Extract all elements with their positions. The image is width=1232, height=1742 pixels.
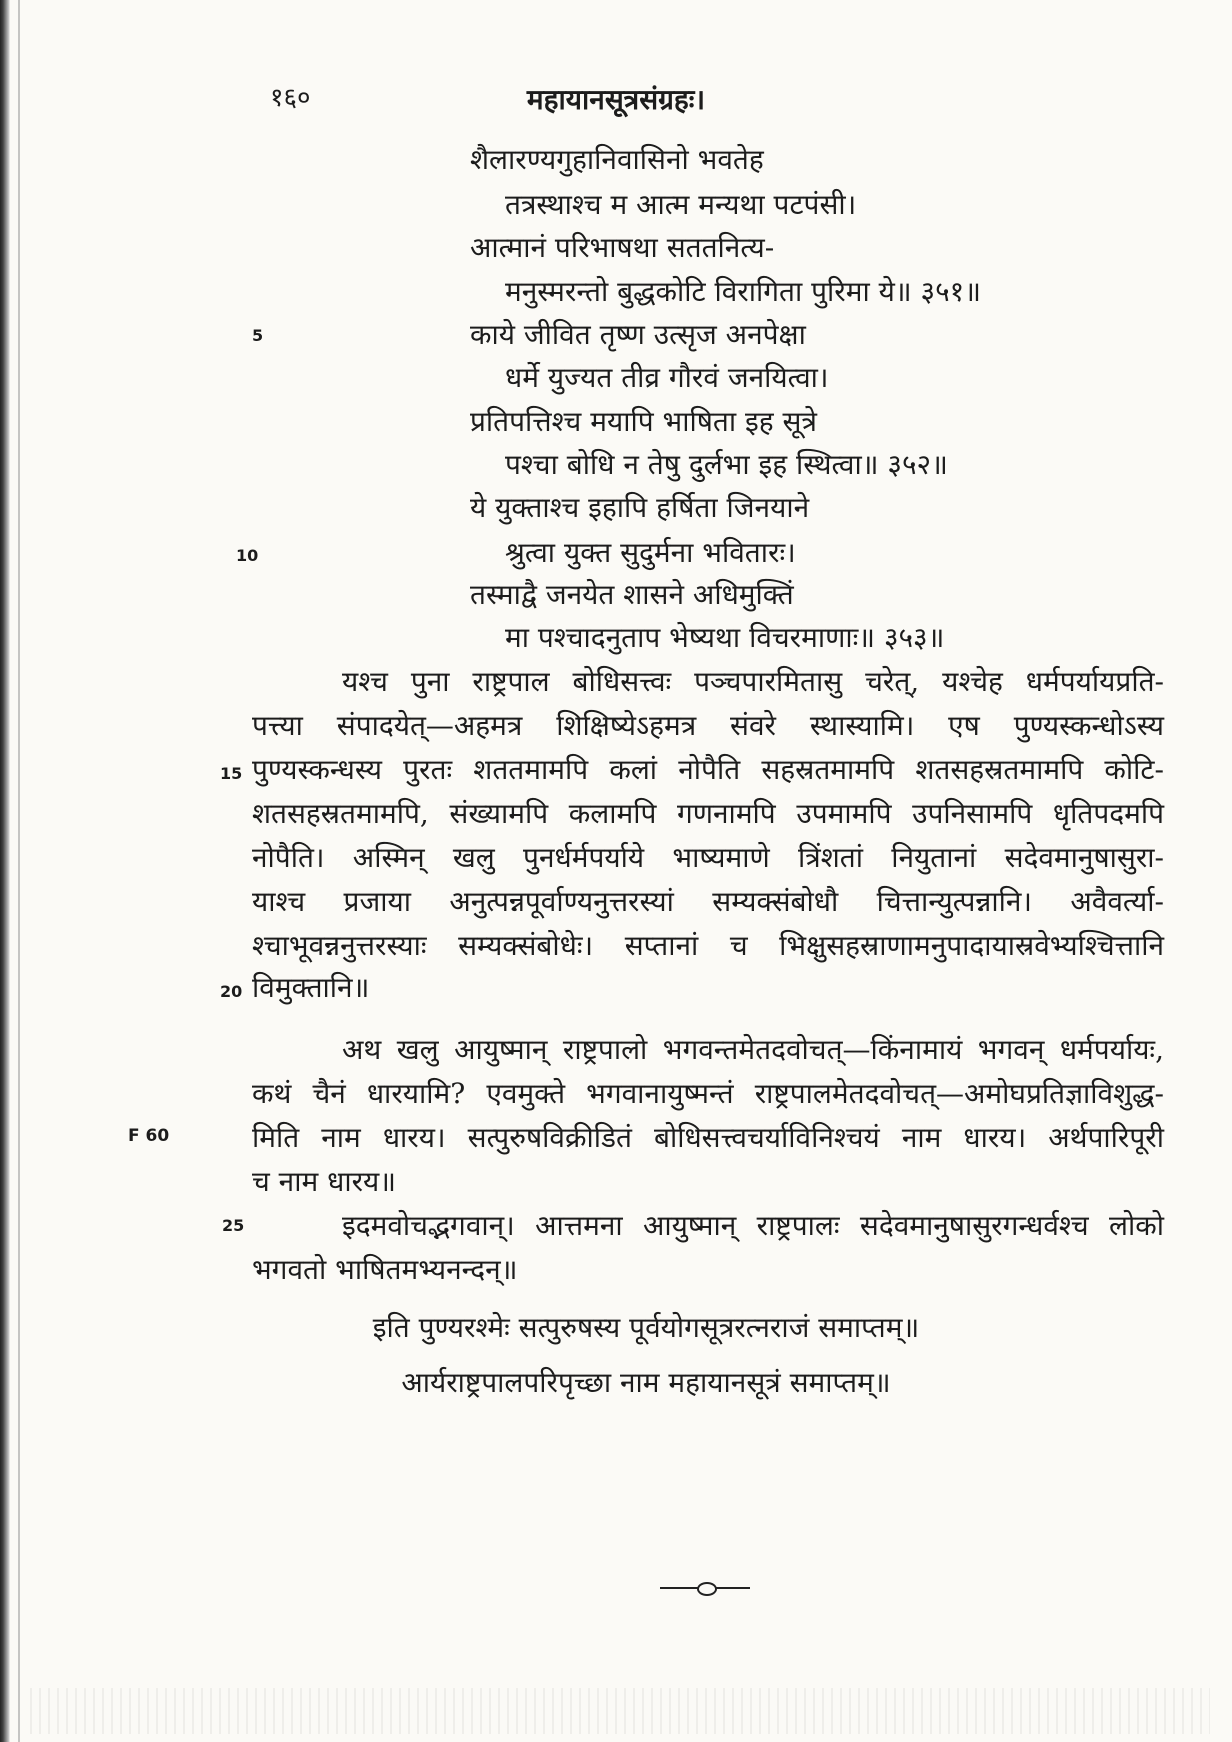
running-title: महायानसूत्रसंग्रहः। [526,83,706,116]
prose-line: पत्त्या संपादयेत्—अहमत्र शिक्षिष्येऽहमत्र संवरे स्थास्यामि। एष पुण्यस्कन्धोऽस्य [252,709,1164,742]
verse-line: धर्मे युज्यत तीव्र गौरवं जनयित्वा। [505,361,829,394]
verse-line: आत्मानं परिभाषथा सततनित्य- [470,231,775,264]
verse-line: तत्रस्थाश्च म आत्म मन्यथा पटपंसी। [505,188,857,221]
prose-line: इदमवोचद्भगवान्। आत्तमना आयुष्मान् राष्ट्रपालः सदेवमानुषासुरगन्धर्वश्च लोको [342,1209,1164,1242]
scan-noise [30,1688,1210,1734]
prose-line: नोपैति। अस्मिन् खलु पुनर्धर्मपर्याये भाष्यमाणे त्रिंशतां नियुतानां सदेवमानुषासुरा- [252,841,1164,874]
prose-line: श्चाभूवन्ननुत्तरस्याः सम्यक्संबोधेः। सप्तानां च भिक्षुसहस्राणामनुपादायास्रवेभ्यश्चित्तानि [252,929,1164,962]
verse-line: काये जीवित तृष्ण उत्सृज अनपेक्षा [470,318,806,351]
prose-line: भगवतो भाषितमभ्यनन्दन्॥ [252,1253,518,1286]
prose-line: कथं चैनं धारयामि? एवमुक्ते भगवानायुष्मन्तं राष्ट्रपालमेतदवोचत्—अमोघप्रतिज्ञाविशुद्ध- [252,1077,1164,1110]
verse-line: मनुस्मरन्तो बुद्धकोटि विरागिता पुरिमा ये॥ ३५१॥ [505,275,982,308]
prose-line: शतसहस्रतमामपि, संख्यामपि कलामपि गणनामपि उपमामपि उपनिसामपि धृतिपदमपि [252,797,1164,830]
folio-marker: F 60 [128,1126,170,1146]
verse-line: श्रुत्वा युक्त सुदुर्मना भवितारः। [505,536,796,569]
scan-edge-line [18,0,20,1742]
prose-line: मिति नाम धारय। सत्पुरुषविक्रीडितं बोधिसत्त्वचर्याविनिश्चयं नाम धारय। अर्थपारिपूरी [252,1121,1164,1154]
line-number-20: 20 [220,982,243,1001]
verse-line: शैलारण्यगुहानिवासिनो भवतेह [470,143,764,176]
prose-line: यश्च पुना राष्ट्रपाल बोधिसत्त्वः पञ्चपारमितासु चरेत्, यश्चेह धर्मपर्यायप्रति- [342,665,1164,698]
line-number-10: 10 [236,546,259,565]
prose-line: अथ खलु आयुष्मान् राष्ट्रपालो भगवन्तमेतदवोचत्—किंनामायं भगवन् धर्मपर्यायः, [342,1033,1164,1066]
prose-line: याश्च प्रजाया अनुत्पन्नपूर्वाण्यनुत्तरस्यां सम्यक्संबोधौ चित्तान्युत्पन्नानि। अवैवर्त्या- [252,885,1164,918]
line-number-15: 15 [220,764,243,783]
prose-line: च नाम धारय॥ [252,1165,397,1198]
prose-line: पुण्यस्कन्धस्य पुरतः शततमामपि कलां नोपैति सहस्रतमामपि शतसहस्रतमामपि कोटि- [252,753,1164,786]
page-number: १६० [270,83,311,113]
colophon-line: इति पुण्यरश्मेः सत्पुरुषस्य पूर्वयोगसूत्ररत्नराजं समाप्तम्॥ [372,1311,920,1344]
verse-line: तस्माद्वै जनयेत शासने अधिमुक्तिं [470,578,794,611]
prose-line: विमुक्तानि॥ [252,971,370,1004]
line-number-5: 5 [252,326,264,345]
colophon-line: आर्यराष्ट्रपालपरिपृच्छा नाम महायानसूत्रं समाप्तम्॥ [401,1366,891,1399]
verse-line: पश्चा बोधि न तेषु दुर्लभा इह स्थित्वा॥ ३५२॥ [505,448,948,481]
line-number-25: 25 [222,1216,245,1235]
rule-ornament [697,1582,717,1596]
verse-line: मा पश्चादनुताप भेष्यथा विचरमाणाः॥ ३५३॥ [505,621,945,654]
verse-line: ये युक्ताश्च इहापि हर्षिता जिनयाने [470,491,810,524]
scan-edge-shadow [0,0,10,1742]
verse-line: प्रतिपत्तिश्च मयापि भाषिता इह सूत्रे [470,405,817,438]
